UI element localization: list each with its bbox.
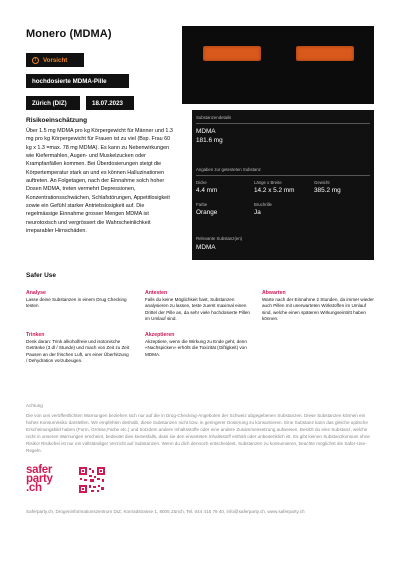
abwarten-heading: Abwarten (262, 290, 286, 296)
scoreline-value: Ja (254, 209, 261, 216)
substance-tag: hochdosierte MDMA-Pille (26, 74, 129, 88)
weight-label: Gewicht (314, 180, 330, 185)
risk-title: Risikoeinschätzung (26, 117, 88, 124)
location-tag: Zürich (DIZ) (26, 96, 80, 110)
logo-line: party (26, 473, 53, 485)
logo-line: safer (26, 464, 52, 476)
trinken-heading: Trinken (26, 332, 45, 338)
relevant-label: Relevante Substanz(en) (196, 236, 243, 241)
color-label: Farbe (196, 202, 208, 207)
panel-divider (196, 123, 370, 124)
warning-label: Vorsicht (43, 56, 68, 64)
declared-label: Angaben zur getesteten Substanz (196, 167, 261, 172)
qr-code-icon (78, 466, 106, 494)
note-title: Achtung (26, 403, 43, 408)
footer-text: Saferparty.ch, Drogeninformationszentrum DIZ, Konradstrasse 1, 8005 Zürich, Tel. 044 415 76 40, info@saferparty.ch, www.saferparty.ch (26, 509, 305, 514)
weight-value: 385.2 mg (314, 187, 341, 194)
relevant-value: MDMA (196, 244, 216, 251)
saferparty-logo (26, 466, 53, 493)
trinken-text: Denk daran: Trink alkoholfreie und isotonische Getränke (3 dl / Stunde) und mach von Zeit zu Zeit Pausen an der frischen Luft, um einer Überhitzung / Dehydration vorzubeugen. (26, 339, 130, 364)
scoreline-label: Bruchrille (254, 202, 272, 207)
akzeptieren-text: Akzeptiere, wenn die Wirkung zu Ende geht, denn «Nachspicken» erhöht die Toxizität (Giftigkeit) von MDMA. (145, 339, 247, 357)
pill-photo (182, 26, 374, 104)
warning-badge (26, 53, 84, 67)
warning-icon: ! (32, 57, 39, 64)
color-value: Orange (196, 209, 218, 216)
thickness-value: 4.4 mm (196, 187, 218, 194)
antesten-heading: Antesten (145, 290, 168, 296)
details-panel (192, 110, 374, 260)
antesten-text: Falls du keine Möglichkeit hast, Substanzen analysieren zu lassen, teste zuerst maximal einen Drittel der Pille an, da sehr viele hochdosierte Pillen im Umlauf sind. (145, 297, 250, 322)
analyse-text: Lasse deine Substanzen in einem Drug Checking testen (26, 297, 127, 309)
abwarten-text: Warte nach der Einnahme 2 Stunden, da immer wieder auch Pillen mit unerwarteten Wirkstoffen im Umlauf sind, welche einen späteren Wirkungseintritt haben können. (262, 297, 374, 322)
substance-name: MDMA (196, 128, 216, 135)
size-value: 14.2 x 5.2 mm (254, 187, 295, 194)
substances-label: Substanzendetails (196, 115, 232, 120)
note-text: Die von uns veröffentlichten Warnungen beziehen sich nur auf die in Drug-Checking-Angeboten der Schweiz abgegebenen Substanzen. Diese Substanzen können ein hohes Konsumrisiko darstellen. Wir empfehlen deshalb, diese Substanzen nicht bzw. in geringerer Dosierung zu konsumieren. Eine Substanz kann das gleiche optische Erscheinungsbild haben (Form, Grösse,Farbe etc.) und trotzdem andere Inhaltsstoffe oder eine andere Zusammensetzung aufweisen. Besitzt du eine Substanz, welche nicht in unseren Warnungen erscheint, bedeutet dies keinesfalls, dass sie den erwarteten Inhaltsstoff enthält oder unbedenklich ist. Es gibt keinen Substanzkonsum ohne Risiko! Risikofrei ist nur ein vollständiger Verzicht auf Substanzen. Wenn du dich dennoch entscheidest, Substanzen zu konsumieren, beachte möglichst die Safer-Use-Regeln. (26, 413, 370, 454)
thickness-label: Dicke (196, 180, 207, 185)
page-title: Monero (MDMA) (26, 28, 112, 40)
safer-use-title: Safer Use (26, 272, 56, 279)
pill-back (296, 46, 354, 61)
size-label: Länge x Breite (254, 180, 282, 185)
substance-amount: 181.6 mg (196, 137, 223, 144)
panel-divider (196, 175, 370, 176)
pill-front (203, 46, 261, 61)
logo-line: .ch (26, 482, 42, 494)
risk-text: Über 1.5 mg MDMA pro kg Körpergewicht für Männer und 1.3 mg pro kg Körpergewicht für Frauen ist zu viel (Bsp. Frau 60 kg x 1.3 =max. 78 mg MDMA). Es kann zu Nebenwirkungen wie Kiefermahlen, Augen- und Muskelzucken oder Krampfanfällen kommen. Bei Überdosierungen steigt die Körpertemperatur stark an und es können Halluzinationen auftreten. An Folgetagen, nach der Einnahme solch hoher Dosen MDMA, treten vermehrt Depressionen, Konzentrationsschwächen, Schlafstörungen, Appetitlosigkeit sowie ein Gefühl starker Antriebslosigkeit auf. Die regelmässige Einnahme grosser Mengen MDMA ist neurotoxisch und vergrössert die Wahrscheinlichkeit irreparabler Hirnschäden. (26, 128, 173, 235)
akzeptieren-heading: Akzeptieren (145, 332, 175, 338)
analyse-heading: Analyse (26, 290, 46, 296)
date-tag: 18.07.2023 (86, 96, 134, 110)
